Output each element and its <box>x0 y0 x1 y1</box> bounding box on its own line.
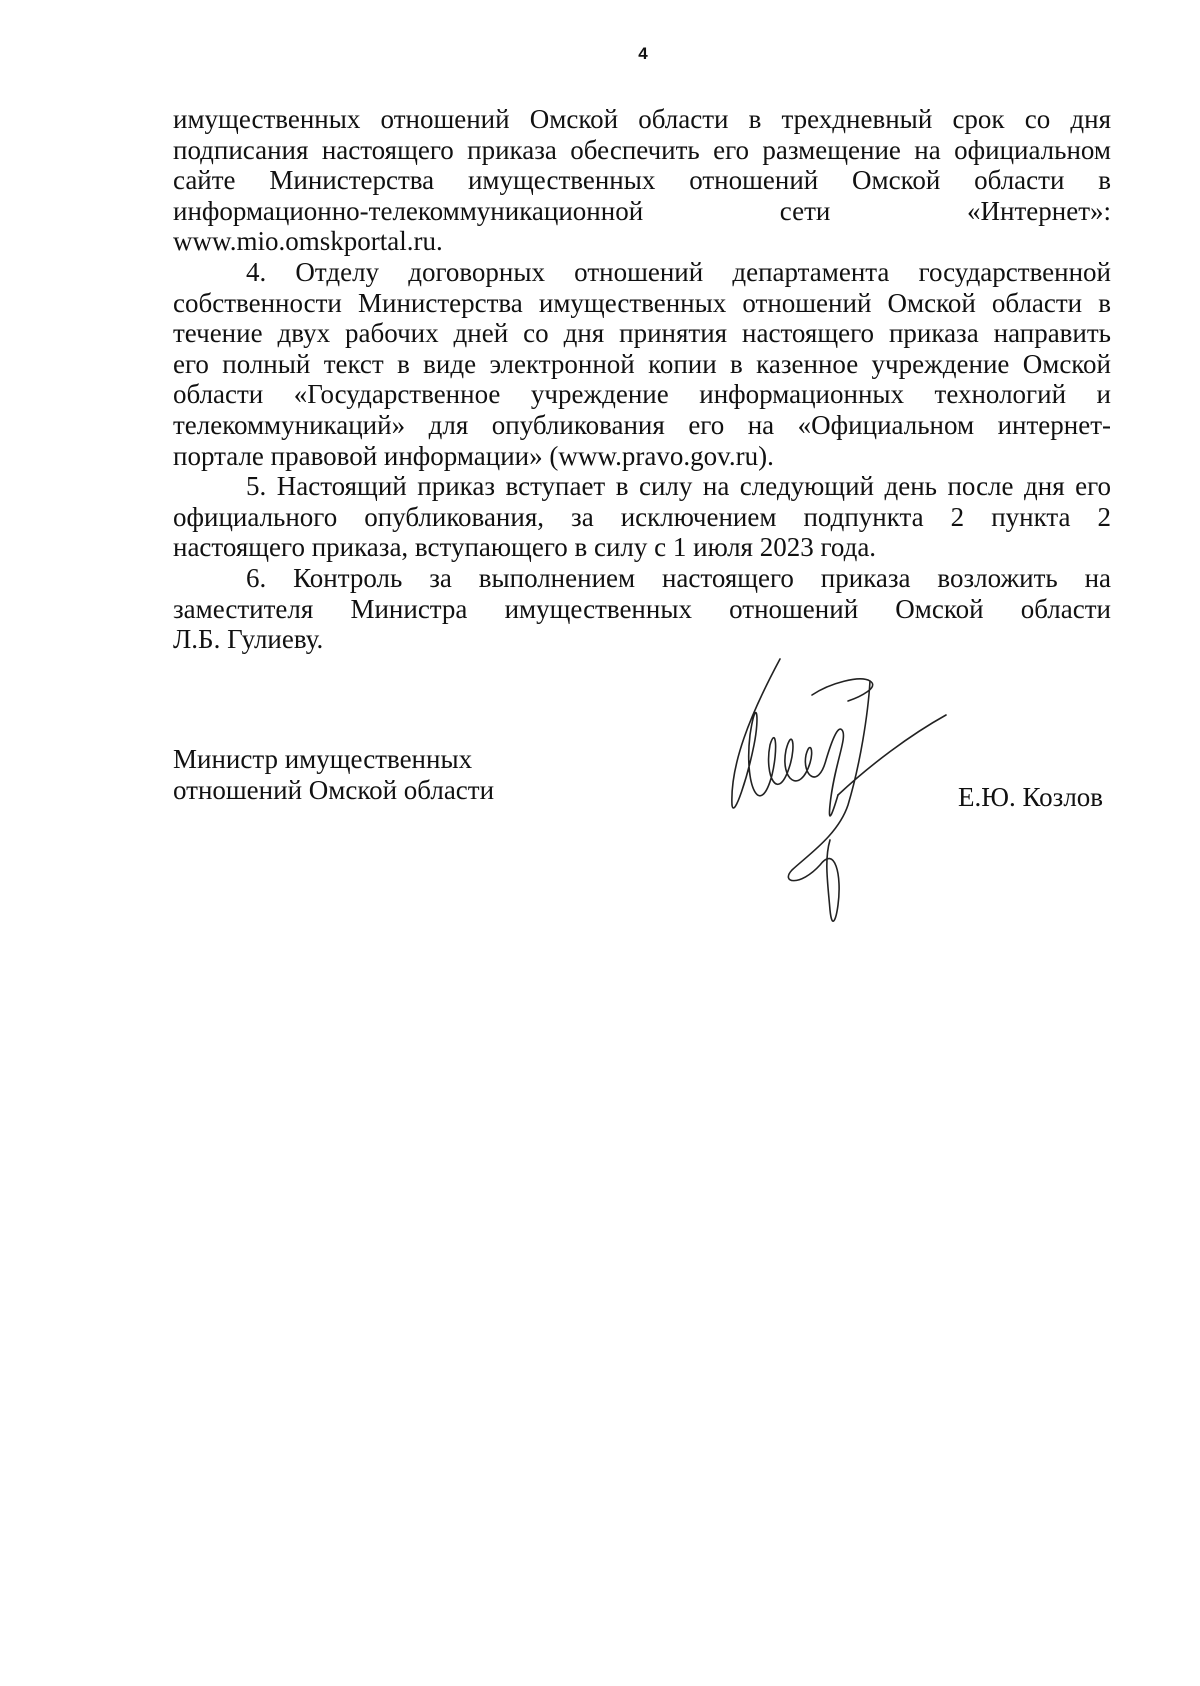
text-line: имущественных отношений Омской области в трехдневный срок со дня <box>173 104 1111 134</box>
text-line: 5. Настоящий приказ вступает в силу на следующий день после дня его <box>246 471 1111 502</box>
signatory-title-line: Министр имущественных <box>173 744 473 774</box>
text-line: www.mio.omskportal.ru. <box>173 226 443 257</box>
text-line: области «Государственное учреждение информационных технологий и <box>173 379 1111 410</box>
text-line: подписания настоящего приказа обеспечить его размещение на официальном <box>173 134 1111 165</box>
text-line: портале правовой информации» (www.pravo.gov.ru). <box>173 440 774 471</box>
signatory-title <box>173 744 494 806</box>
document-body <box>173 104 1111 655</box>
text-line: Л.Б. Гулиеву. <box>173 624 324 655</box>
text-line: его полный текст в виде электронной копии в казенное учреждение Омской <box>173 348 1111 379</box>
handwritten-signature <box>720 655 950 935</box>
text-line: течение двух рабочих дней со дня принятия настоящего приказа направить <box>173 318 1111 349</box>
text-line: 6. Контроль за выполнением настоящего приказа возложить на <box>246 562 1111 593</box>
signatory-name: Е.Ю. Козлов <box>958 782 1104 812</box>
page-number: 4 <box>638 44 648 63</box>
text-line: официального опубликования, за исключением подпункта 2 пункта 2 <box>173 501 1111 532</box>
text-line: 4. Отделу договорных отношений департамента государственной <box>246 256 1111 287</box>
text-line: сайте Министерства имущественных отношений Омской области в <box>173 165 1111 196</box>
text-line: настоящего приказа, вступающего в силу с 1 июля 2023 года. <box>173 532 877 563</box>
text-line: заместителя Министра имущественных отношений Омской области <box>173 593 1111 624</box>
signatory-title-line: отношений Омской области <box>173 775 495 805</box>
text-line: телекоммуникаций» для опубликования его на «Официальном интернет- <box>173 409 1111 440</box>
text-line: информационно-телекоммуникационной сети «Интернет»: <box>173 195 1111 226</box>
text-line: собственности Министерства имущественных отношений Омской области в <box>173 287 1111 318</box>
